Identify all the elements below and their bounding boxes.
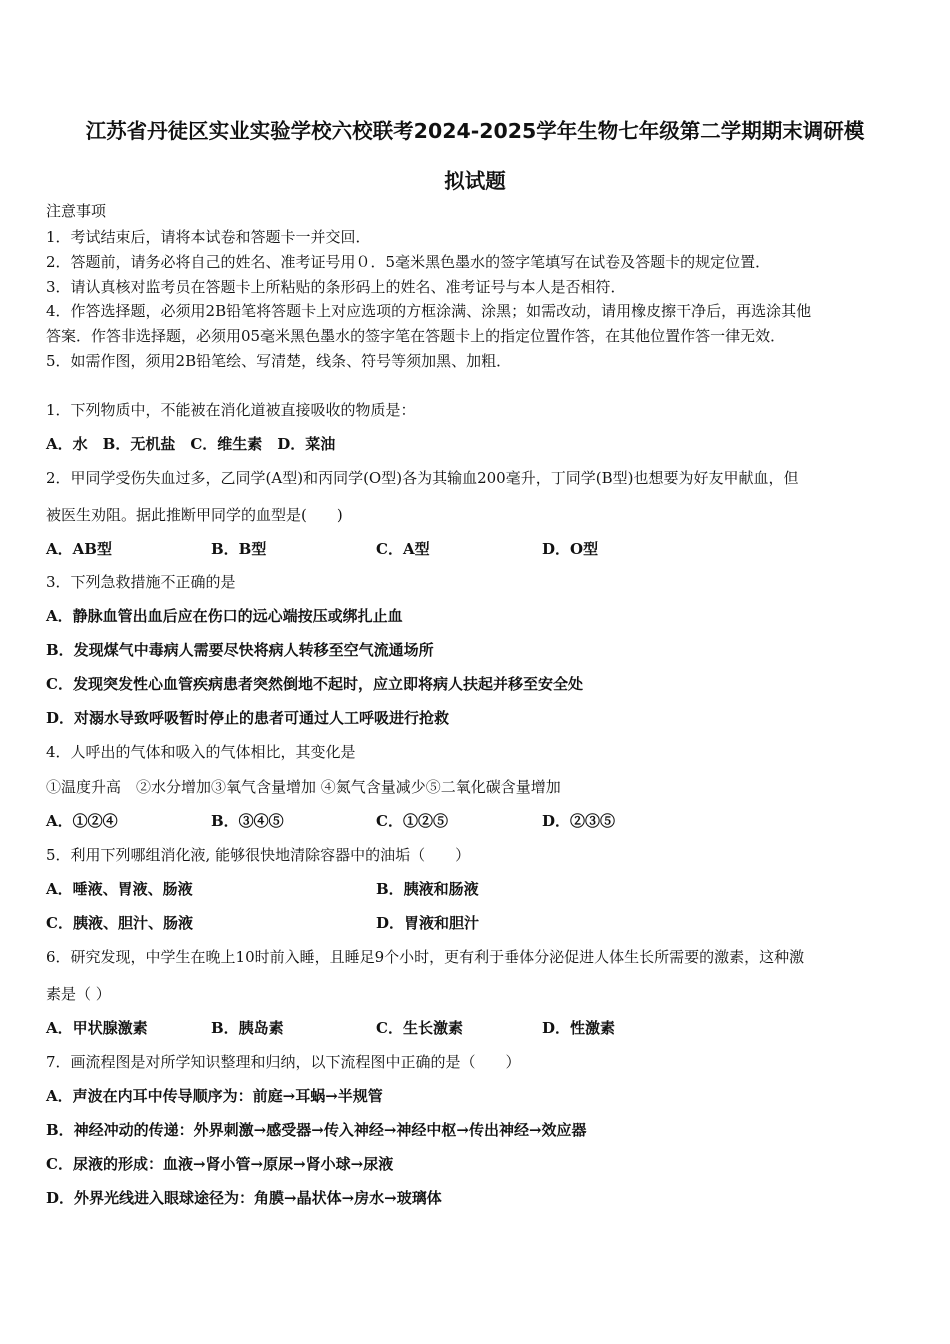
question-5-stem: 5．利用下列哪组消化液, 能够很快地清除容器中的油垢（ ） [46, 846, 471, 864]
question-6-option-a: A．甲状腺激素 [46, 1019, 148, 1037]
question-7-stem: 7．画流程图是对所学知识整理和归纳，以下流程图中正确的是（ ） [46, 1053, 521, 1071]
question-2-option-d: D．O型 [542, 540, 599, 558]
notice-item: 4．作答选择题，必须用2B铅笔将答题卡上对应选项的方框涂满、涂黑；如需改动，请用橡皮擦干净后，再选涂其他 [46, 302, 812, 320]
question-7-option-c: C．尿液的形成：血液→肾小管→原尿→肾小球→尿液 [46, 1155, 394, 1173]
question-6-option-b: B．胰岛素 [211, 1019, 284, 1037]
question-3-option-c: C．发现突发性心血管疾病患者突然倒地不起时，应立即将病人扶起并移至安全处 [46, 675, 583, 693]
question-3-stem: 3．下列急救措施不正确的是 [46, 573, 236, 591]
question-2-stem-cont: 被医生劝阻。据此推断甲同学的血型是( ) [46, 506, 343, 524]
question-4-items: ①温度升高 ②水分增加③氧气含量增加 ④氮气含量减少⑤二氧化碳含量增加 [46, 778, 561, 796]
question-2-option-c: C．A型 [376, 540, 430, 558]
notice-item: 1．考试结束后，请将本试卷和答题卡一并交回． [46, 228, 371, 246]
question-4-option-d: D．②③⑤ [542, 812, 616, 830]
question-5-option-b: B．胰液和肠液 [376, 880, 479, 898]
notice-heading: 注意事项 [46, 202, 107, 220]
notice-item: 答案．作答非选择题，必须用05毫米黑色墨水的签字笔在答题卡上的指定位置作答，在其他位置作答一律无效． [46, 327, 786, 345]
question-2-option-a: A．AB型 [46, 540, 112, 558]
question-3-option-b: B．发现煤气中毒病人需要尽快将病人转移至空气流通场所 [46, 641, 434, 659]
question-7-option-a: A．声波在内耳中传导顺序为：前庭→耳蜗→半规管 [46, 1087, 383, 1105]
question-7-option-b: B．神经冲动的传递：外界刺激→感受器→传入神经→神经中枢→传出神经→效应器 [46, 1121, 587, 1139]
question-4-option-c: C．①②⑤ [376, 812, 448, 830]
question-6-stem-cont: 素是（ ） [46, 985, 111, 1003]
question-3-option-a: A．静脉血管出血后应在伤口的远心端按压或绑扎止血 [46, 607, 403, 625]
question-1-options: A．水 B．无机盐 C．维生素 D．菜油 [46, 435, 336, 453]
question-5-option-a: A．唾液、胃液、肠液 [46, 880, 193, 898]
question-7-option-d: D．外界光线进入眼球途径为：角膜→晶状体→房水→玻璃体 [46, 1189, 442, 1207]
notice-item: 3．请认真核对监考员在答题卡上所粘贴的条形码上的姓名、准考证号与本人是否相符． [46, 278, 626, 296]
question-1-stem: 1．下列物质中，不能被在消化道被直接吸收的物质是： [46, 401, 416, 419]
page-title-line-2: 拟试题 [444, 169, 506, 193]
page-title-line-1: 江苏省丹徒区实业实验学校六校联考2024-2025学年生物七年级第二学期期末调研模 [85, 119, 865, 143]
notice-item: 5．如需作图，须用2B铅笔绘、写清楚，线条、符号等须加黑、加粗． [46, 352, 512, 370]
question-5-option-d: D．胃液和胆汁 [376, 914, 480, 932]
question-2-stem: 2．甲同学受伤失血过多，乙同学(A型)和丙同学(O型)各为其输血200毫升，丁同学(B型)也想要为好友甲献血，但 [46, 469, 799, 487]
question-2-option-b: B．B型 [211, 540, 267, 558]
question-6-option-c: C．生长激素 [376, 1019, 463, 1037]
question-6-stem: 6．研究发现，中学生在晚上10时前入睡，且睡足9个小时，更有利于垂体分泌促进人体生长所需要的激素，这种激 [46, 948, 805, 966]
question-6-option-d: D．性激素 [542, 1019, 616, 1037]
question-3-option-d: D．对溺水导致呼吸暂时停止的患者可通过人工呼吸进行抢救 [46, 709, 450, 727]
notice-item: 2．答题前，请务必将自己的姓名、准考证号用０．5毫米黑色墨水的签字笔填写在试卷及答题卡的规定位置． [46, 253, 771, 271]
question-4-option-a: A．①②④ [46, 812, 118, 830]
question-5-option-c: C．胰液、胆汁、肠液 [46, 914, 193, 932]
question-4-option-b: B．③④⑤ [211, 812, 284, 830]
question-4-stem: 4．人呼出的气体和吸入的气体相比，其变化是 [46, 743, 356, 761]
